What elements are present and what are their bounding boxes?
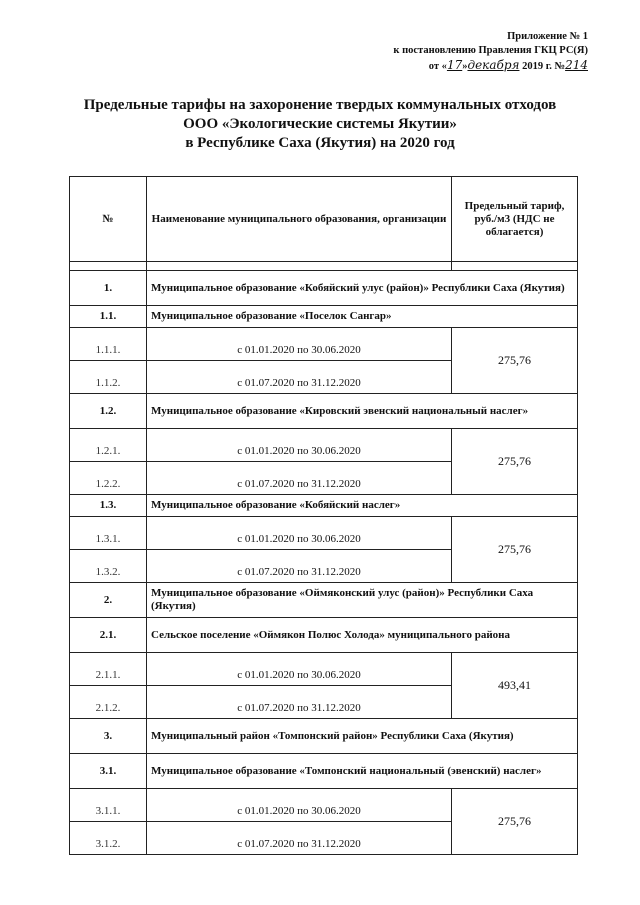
row-period: с 01.07.2020 по 31.12.2020 xyxy=(147,361,452,394)
date-prefix: от « xyxy=(428,61,447,72)
row-period: с 01.01.2020 по 30.06.2020 xyxy=(147,328,452,361)
row-period: с 01.07.2020 по 31.12.2020 xyxy=(147,462,452,495)
row-num: 1.1.1. xyxy=(70,328,147,361)
row-name: Муниципальный район «Томпонский район» Республики Саха (Якутия) xyxy=(147,719,578,754)
row-num: 3. xyxy=(70,719,147,754)
tariff-value: 275,76 xyxy=(452,328,578,394)
document-title xyxy=(40,96,600,153)
row-num: 1.3.1. xyxy=(70,517,147,550)
tariff-value: 275,76 xyxy=(452,517,578,583)
row-period: с 01.01.2020 по 30.06.2020 xyxy=(147,517,452,550)
table-row xyxy=(70,495,578,517)
tariff-table xyxy=(69,176,578,855)
row-period: с 01.01.2020 по 30.06.2020 xyxy=(147,653,452,686)
table-row xyxy=(70,306,578,328)
header-tariff: Предельный тариф, руб./м3 (НДС не облагается) xyxy=(452,177,578,262)
date-month: декабря xyxy=(467,58,520,72)
row-num: 3.1.2. xyxy=(70,822,147,855)
row-name: Муниципальное образование «Кобяйский улус (район)» Республики Саха (Якутия) xyxy=(147,271,578,306)
row-num: 1.2.1. xyxy=(70,429,147,462)
date-day: 17 xyxy=(446,58,463,72)
appendix-date-line xyxy=(393,58,588,74)
tariff-value: 275,76 xyxy=(452,429,578,495)
table-row xyxy=(70,719,578,754)
tariff-value: 493,41 xyxy=(452,653,578,719)
title-line3: в Республике Саха (Якутия) на 2020 год xyxy=(185,135,455,151)
row-num: 1. xyxy=(70,271,147,306)
row-num: 2.1. xyxy=(70,618,147,653)
row-period: с 01.07.2020 по 31.12.2020 xyxy=(147,550,452,583)
table-row xyxy=(70,271,578,306)
title-line1: Предельные тарифы на захоронение твердых коммунальных отходов xyxy=(83,97,557,113)
row-name: Муниципальное образование «Кобяйский наслег» xyxy=(147,495,578,517)
spacer-row xyxy=(70,262,578,271)
row-period: с 01.07.2020 по 31.12.2020 xyxy=(147,686,452,719)
row-num: 3.1. xyxy=(70,754,147,789)
row-num: 3.1.1. xyxy=(70,789,147,822)
row-num: 1.1. xyxy=(70,306,147,328)
row-num: 2.1.1. xyxy=(70,653,147,686)
table-row xyxy=(70,583,578,618)
row-num: 1.2. xyxy=(70,394,147,429)
header-name: Наименование муниципального образования, организации xyxy=(147,177,452,262)
document-number: 214 xyxy=(565,58,588,72)
table-row xyxy=(70,754,578,789)
row-num: 2. xyxy=(70,583,147,618)
table-header-row xyxy=(70,177,578,262)
row-period: с 01.07.2020 по 31.12.2020 xyxy=(147,822,452,855)
appendix-line1: Приложение № 1 xyxy=(507,31,588,42)
table-row xyxy=(70,517,578,550)
table-row xyxy=(70,653,578,686)
row-num: 1.2.2. xyxy=(70,462,147,495)
row-num: 1.1.2. xyxy=(70,361,147,394)
row-num: 2.1.2. xyxy=(70,686,147,719)
row-name: Муниципальное образование «Оймяконский улус (район)» Республики Саха (Якутия) xyxy=(147,583,578,618)
appendix-block xyxy=(393,30,588,74)
row-period: с 01.01.2020 по 30.06.2020 xyxy=(147,789,452,822)
row-num: 1.3. xyxy=(70,495,147,517)
tariff-value: 275,76 xyxy=(452,789,578,855)
table-row xyxy=(70,328,578,361)
row-num: 1.3.2. xyxy=(70,550,147,583)
row-name: Сельское поселение «Оймякон Полюс Холода» муниципального района xyxy=(147,618,578,653)
appendix-line2: к постановлению Правления ГКЦ РС(Я) xyxy=(393,45,588,56)
date-sep: » xyxy=(462,61,468,72)
table-row xyxy=(70,429,578,462)
table-row xyxy=(70,618,578,653)
header-num: № xyxy=(70,177,147,262)
table-row xyxy=(70,394,578,429)
table-row xyxy=(70,789,578,822)
date-year: 2019 г. № xyxy=(519,61,566,72)
row-name: Муниципальное образование «Кировский эвенский национальный наслег» xyxy=(147,394,578,429)
row-period: с 01.01.2020 по 30.06.2020 xyxy=(147,429,452,462)
row-name: Муниципальное образование «Поселок Сангар» xyxy=(147,306,578,328)
title-line2: ООО «Экологические системы Якутии» xyxy=(183,116,457,132)
row-name: Муниципальное образование «Томпонский национальный (эвенский) наслег» xyxy=(147,754,578,789)
